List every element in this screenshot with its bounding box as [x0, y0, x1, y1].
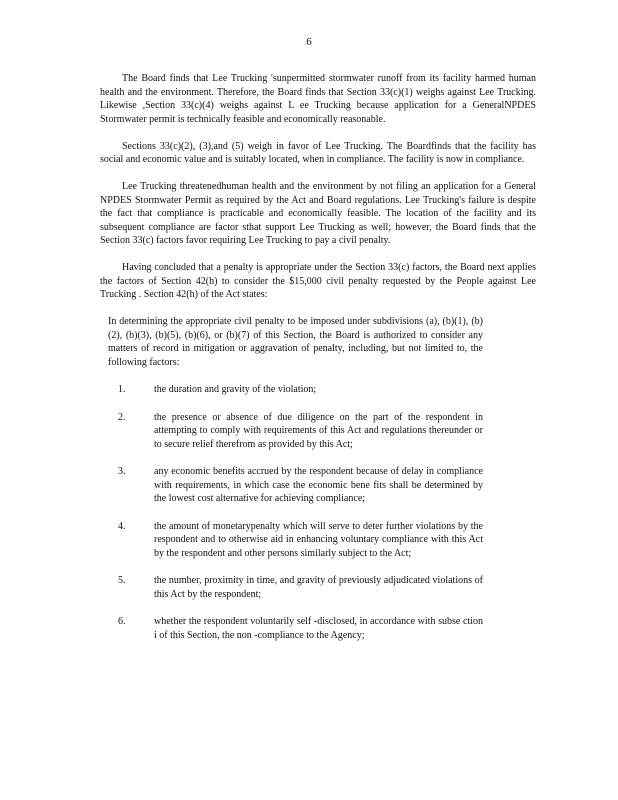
factor-item	[108, 383, 483, 397]
factor-text: whether the respondent voluntarily self -disclosed, in accordance with subse ction i of this Section, the non -compliance to the Agency;	[154, 616, 483, 641]
page-number: 6	[306, 36, 312, 48]
paragraph-3: Lee Trucking threatenedhuman health and the environment by not filing an application for a General NPDES Stormwater Permit as required by the Act and Board regulations. Lee Trucking's failure is despite the fact that compliance is practicable and economically feasible. The location of the facility and its subsequent compliance are factor sthat support Lee Trucking as well; however, the Board finds that the Section 33(c) factors favor requiring Lee Trucking to pay a civil penalty.	[100, 181, 536, 246]
factor-list	[108, 383, 483, 642]
statute-intro: In determining the appropriate civil penalty to be imposed under subdivisions (a), (b)(1), (b)(2), (b)(3), (b)(5), (b)(6), or (b)(7) of this Section, the Board is authorized to consider any matters of record in mitigation or aggravation of penalty, including, but not limited to, the following factors:	[108, 316, 483, 368]
factor-number: 4.	[118, 520, 126, 532]
factor-text: the amount of monetarypenalty which will serve to deter further violations by the respondent and to otherwise aid in enhancing voluntary compliance with this Act by the respondent and other persons similarly subject to the Act;	[154, 520, 483, 559]
factor-item	[108, 615, 483, 642]
factor-text: the presence or absence of due diligence on the part of the respondent in attempting to comply with requirements of this Act and regulations thereunder or to secure relief therefrom as provided by this Act;	[154, 411, 483, 450]
factor-text: the duration and gravity of the violation;	[154, 384, 317, 395]
factor-number: 6.	[118, 616, 126, 627]
paragraph-4: Having concluded that a penalty is appropriate under the Section 33(c) factors, the Board next applies the factors of Section 42(h) to consider the $15,000 civil penalty requested by the People against Lee Trucking . Section 42(h) of the Act states:	[100, 262, 536, 300]
paragraph-2: Sections 33(c)(2), (3),and (5) weigh in favor of Lee Trucking. The Boardfinds that the facility has social and economic value and is suitably located, when in compliance. The facility is now in compliance.	[100, 140, 536, 165]
factor-number: 2.	[118, 411, 126, 423]
factor-text: the number, proximity in time, and gravity of previously adjudicated violations of this Act by the respondent;	[154, 575, 483, 600]
factor-item	[108, 411, 483, 452]
factor-item	[108, 520, 483, 561]
factor-item	[108, 574, 483, 601]
factor-number: 5.	[118, 575, 126, 586]
factor-item	[108, 465, 483, 506]
document-body	[100, 72, 536, 656]
factor-number: 3.	[118, 466, 126, 477]
factor-text: any economic benefits accrued by the respondent because of delay in compliance with requirements, in which case the economic bene fits shall be determined by the lowest cost alternative for achieving compliance;	[154, 466, 483, 504]
factor-number: 1.	[118, 384, 126, 395]
paragraph-1: The Board finds that Lee Trucking 'sunpermitted stormwater runoff from its facility harmed human health and the environment. Therefore, the Board finds that Section 33(c)(1) weighs against Lee Trucking. Likewise ,Section 33(c)(4) weighs against L ee Trucking because application for a GeneralNPDES Stormwater permit is technically feasible and economically reasonable.	[100, 73, 536, 125]
statute-quote	[108, 315, 483, 642]
